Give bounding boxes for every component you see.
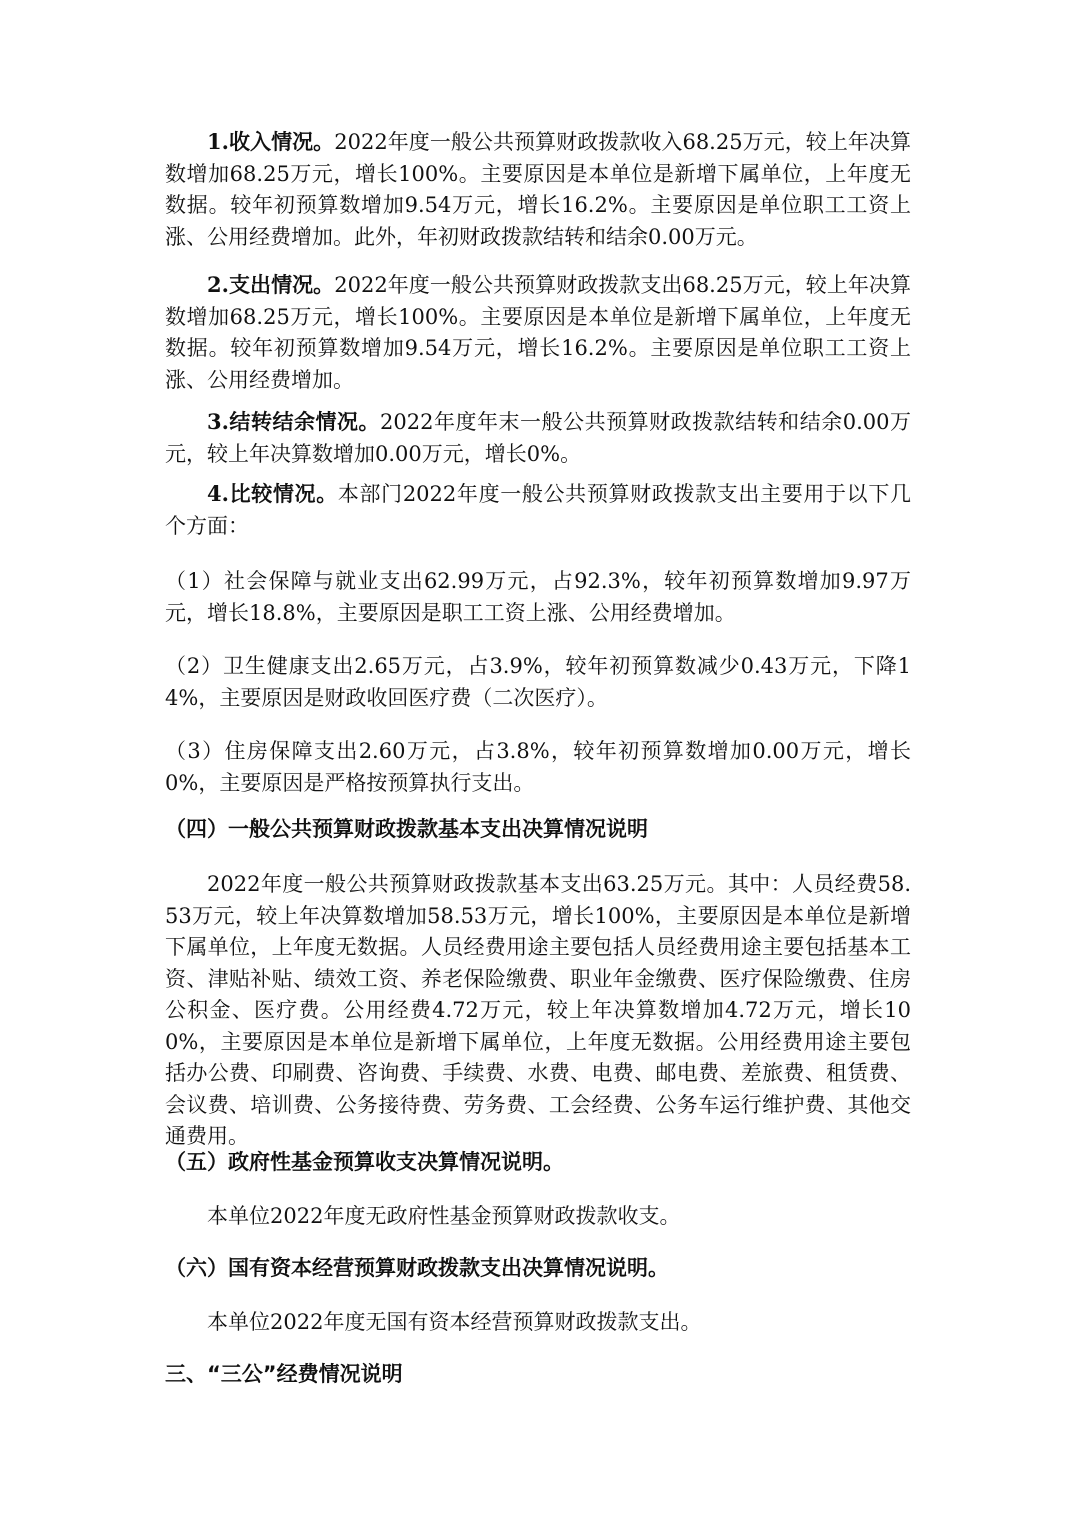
section-heading-basic-expense: （四）一般公共预算财政拨款基本支出决算情况说明 [165, 817, 648, 841]
carryover-text: 2022年度年末一般公共预算财政拨款结转和结余0.00万元，较上年决算数增加0.00万元，增长0%。 [165, 410, 911, 466]
carryover-paragraph [165, 406, 911, 470]
comparison-paragraph [165, 478, 911, 542]
state-capital-paragraph: 本单位2022年度无国有资本经营预算财政拨款支出。 [207, 1310, 702, 1334]
comparison-lead: 4.比较情况。 [207, 481, 338, 506]
comparison-text: 本部门2022年度一般公共预算财政拨款支出主要用于以下几个方面： [165, 482, 911, 538]
list-item: （2）卫生健康支出2.65万元，占3.9%，较年初预算数减少0.43万元，下降14%，主要原因是财政收回医疗费（二次医疗）。 [165, 654, 911, 710]
expense-text: 2022年度一般公共预算财政拨款支出68.25万元，较上年决算数增加68.25万元，增长100%。主要原因是本单位是新增下属单位，上年度无数据。较年初预算数增加9.54万元，增长16.2%。主要原因是单位职工工资上涨、公用经费增加。 [165, 273, 911, 392]
basic-expense-paragraph: 2022年度一般公共预算财政拨款基本支出63.25万元。其中：人员经费58.53万元，较上年决算数增加58.53万元，增长100%，主要原因是本单位是新增下属单位，上年度无数据。人员经费用途主要包括人员经费用途主要包括基本工资、津贴补贴、绩效工资、养老保险缴费、职业年金缴费、医疗保险缴费、住房公积金、医疗费。公用经费4.72万元，较上年决算数增加4.72万元，增长100%，主要原因是本单位是新增下属单位，上年度无数据。公用经费用途主要包括办公费、印刷费、咨询费、手续费、水费、电费、邮电费、差旅费、租赁费、会议费、培训费、公务接待费、劳务费、工会经费、公务车运行维护费、其他交通费用。 [165, 872, 911, 1148]
income-paragraph [165, 126, 911, 253]
section-heading-state-capital: （六）国有资本经营预算财政拨款支出决算情况说明。 [165, 1256, 669, 1280]
section-heading-three-public: 三、“三公”经费情况说明 [165, 1362, 403, 1386]
carryover-lead: 3.结转结余情况。 [207, 409, 381, 434]
expense-lead: 2.支出情况。 [207, 272, 335, 297]
section-heading-gov-fund: （五）政府性基金预算收支决算情况说明。 [165, 1150, 564, 1174]
gov-fund-paragraph: 本单位2022年度无政府性基金预算财政拨款收支。 [207, 1204, 681, 1228]
income-lead: 1.收入情况。 [207, 129, 335, 154]
list-item: （1）社会保障与就业支出62.99万元，占92.3%，较年初预算数增加9.97万元，增长18.8%，主要原因是职工工资上涨、公用经费增加。 [165, 569, 911, 625]
income-text: 2022年度一般公共预算财政拨款收入68.25万元，较上年决算数增加68.25万元，增长100%。主要原因是本单位是新增下属单位，上年度无数据。较年初预算数增加9.54万元，增长16.2%。主要原因是单位职工工资上涨、公用经费增加。此外，年初财政拨款结转和结余0.00万元。 [165, 130, 911, 249]
list-item: （3）住房保障支出2.60万元，占3.8%，较年初预算数增加0.00万元，增长0%，主要原因是严格按预算执行支出。 [165, 739, 911, 795]
expense-paragraph [165, 269, 911, 396]
